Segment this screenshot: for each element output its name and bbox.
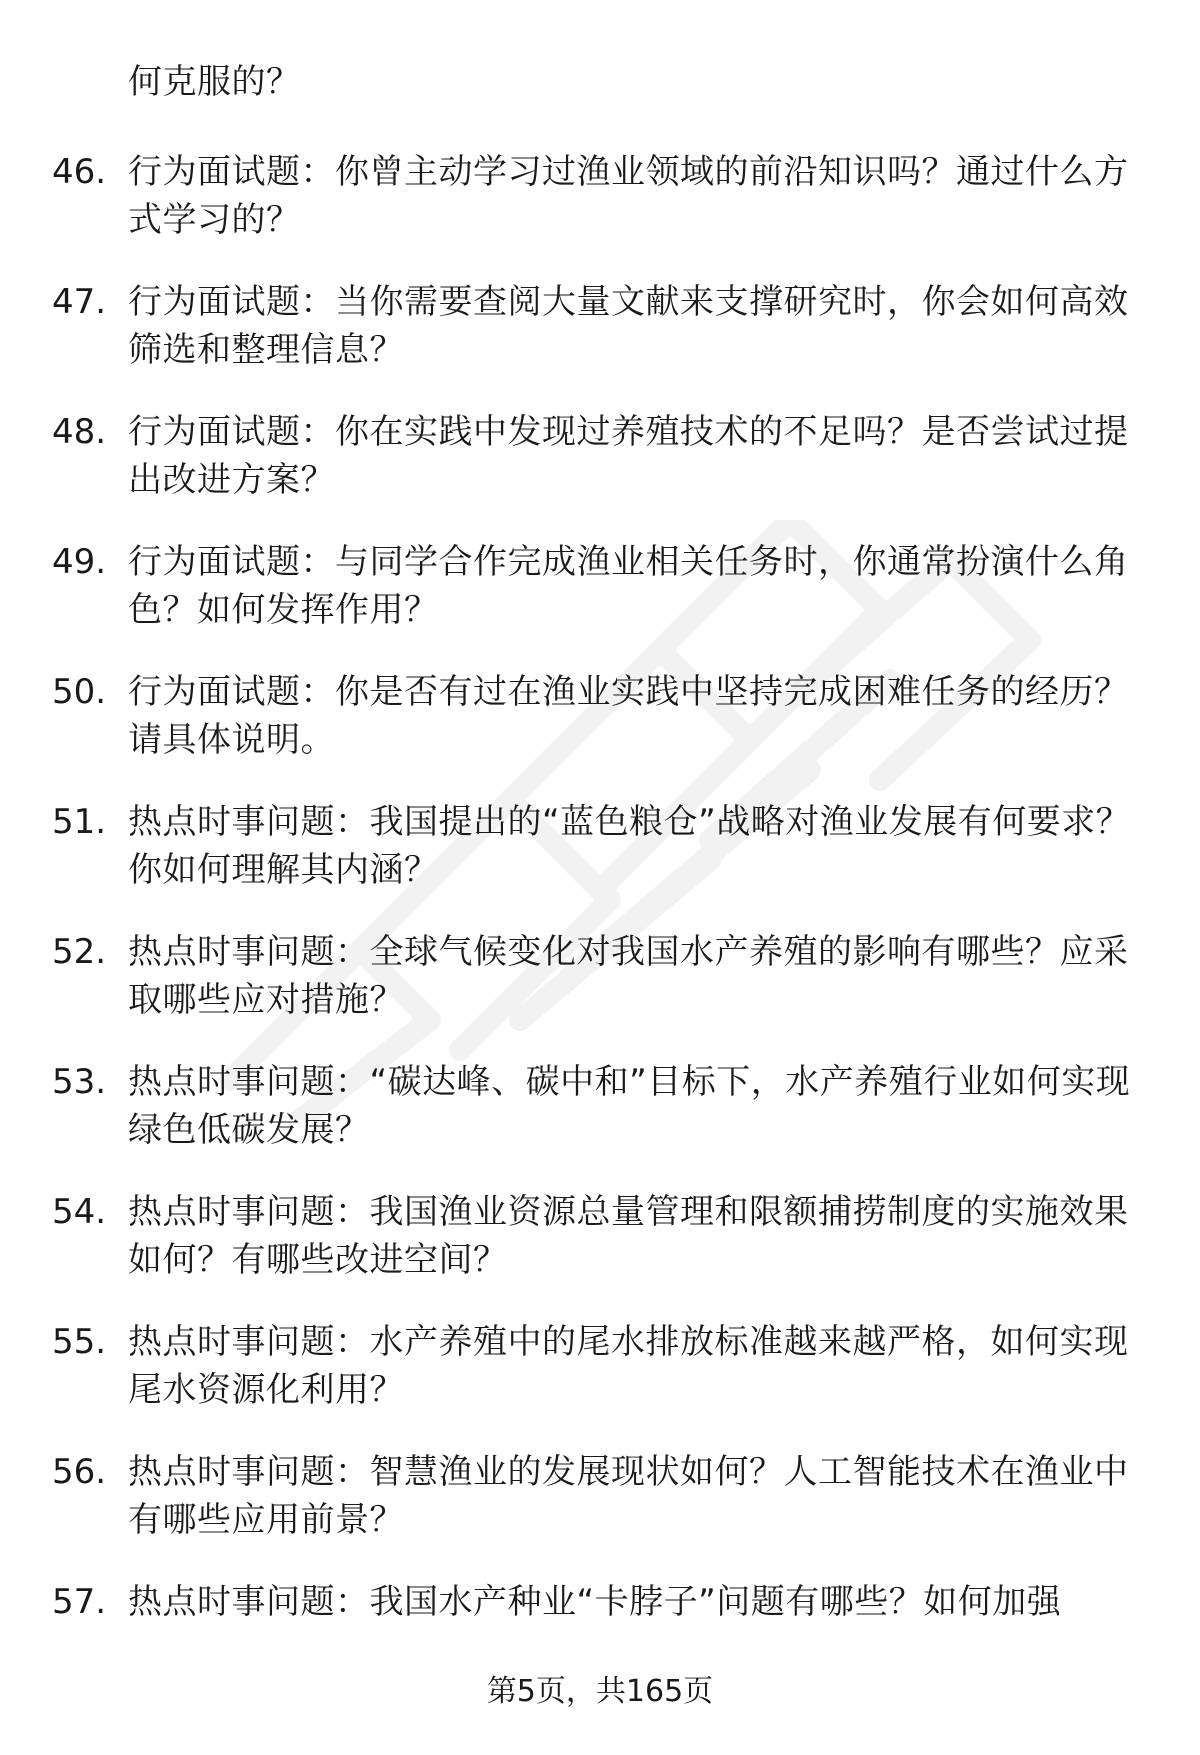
- question-number: 48.: [52, 412, 107, 452]
- question-number: 51.: [52, 802, 107, 842]
- question-number: 56.: [52, 1452, 107, 1492]
- question-text: 行为面试题：你在实践中发现过养殖技术的不足吗？是否尝试过提出改进方案？: [128, 412, 1129, 500]
- question-item: [0, 1058, 1200, 1188]
- question-number: 54.: [52, 1192, 107, 1232]
- question-text: 行为面试题：当你需要查阅大量文献来支撑研究时，你会如何高效筛选和整理信息？: [128, 282, 1129, 370]
- question-number: 50.: [52, 672, 107, 712]
- question-item: [0, 928, 1200, 1058]
- question-item: [0, 538, 1200, 668]
- question-text: 热点时事问题：“碳达峰、碳中和”目标下，水产养殖行业如何实现绿色低碳发展？: [128, 1062, 1131, 1150]
- continuation-text: 何克服的？: [128, 62, 301, 102]
- question-text: 热点时事问题：水产养殖中的尾水排放标准越来越严格，如何实现尾水资源化利用？: [128, 1322, 1129, 1410]
- question-item: [0, 668, 1200, 798]
- question-number: 57.: [52, 1582, 107, 1622]
- question-text: 热点时事问题：全球气候变化对我国水产养殖的影响有哪些？应采取哪些应对措施？: [128, 932, 1129, 1020]
- question-item: [0, 1318, 1200, 1448]
- question-number: 47.: [52, 282, 107, 322]
- question-text: 热点时事问题：我国提出的“蓝色粮仓”战略对渔业发展有何要求？你如何理解其内涵？: [128, 802, 1131, 890]
- question-text: 热点时事问题：智慧渔业的发展现状如何？人工智能技术在渔业中有哪些应用前景？: [128, 1452, 1129, 1540]
- question-list: [0, 148, 1200, 1708]
- question-text: 行为面试题：你是否有过在渔业实践中坚持完成困难任务的经历？请具体说明。: [128, 672, 1129, 760]
- question-item: [0, 1448, 1200, 1578]
- question-text: 行为面试题：你曾主动学习过渔业领域的前沿知识吗？通过什么方式学习的？: [128, 152, 1129, 240]
- question-item: [0, 148, 1200, 278]
- question-item: [0, 408, 1200, 538]
- question-number: 52.: [52, 932, 107, 972]
- question-text: 热点时事问题：我国渔业资源总量管理和限额捕捞制度的实施效果如何？有哪些改进空间？: [128, 1192, 1129, 1280]
- question-number: 49.: [52, 542, 107, 582]
- question-number: 53.: [52, 1062, 107, 1102]
- question-item: [0, 1188, 1200, 1318]
- question-item: [0, 798, 1200, 928]
- page-footer: 第5页，共165页: [486, 1674, 714, 1709]
- question-number: 55.: [52, 1322, 107, 1362]
- question-item: [0, 278, 1200, 408]
- question-number: 46.: [52, 152, 107, 192]
- question-text: 热点时事问题：我国水产种业“卡脖子”问题有哪些？如何加强: [128, 1582, 1062, 1622]
- question-text: 行为面试题：与同学合作完成渔业相关任务时，你通常扮演什么角色？如何发挥作用？: [128, 542, 1129, 630]
